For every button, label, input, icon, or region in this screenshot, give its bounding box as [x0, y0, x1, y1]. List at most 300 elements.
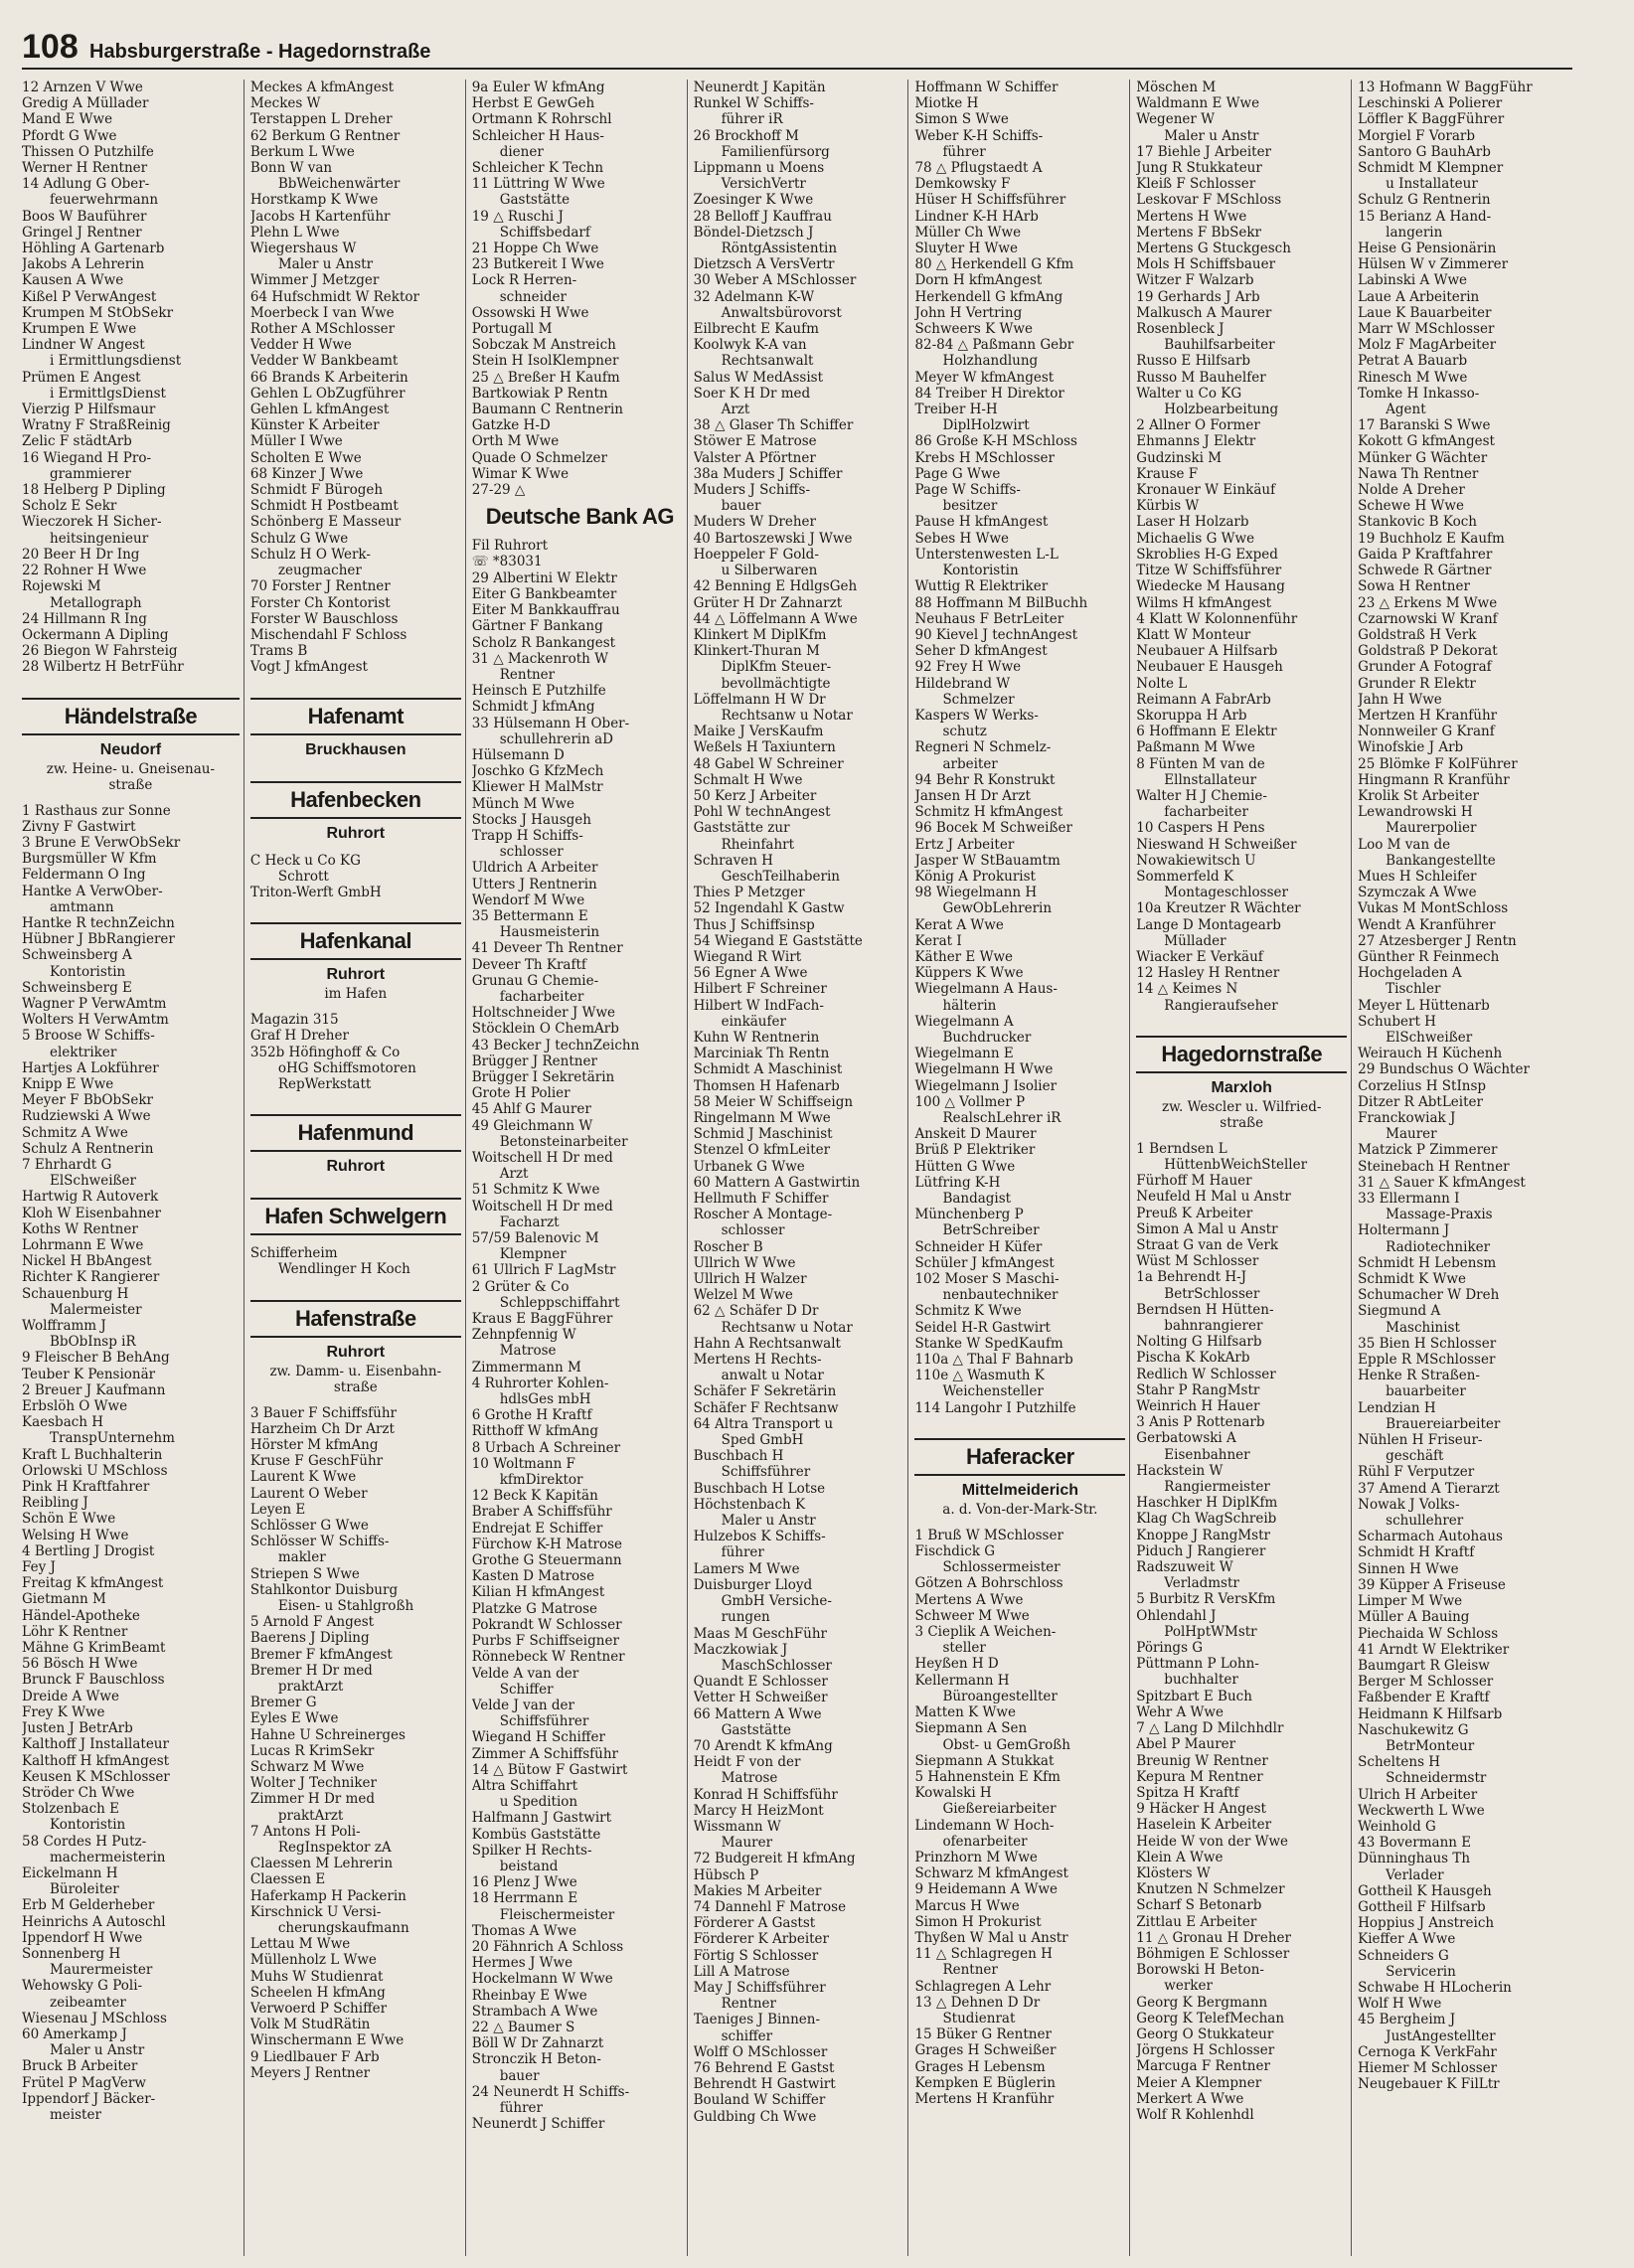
- directory-entry: Schüler J kfmAngest: [914, 1254, 1055, 1271]
- directory-entry: Mues H Schleifer: [1358, 868, 1477, 885]
- directory-entry: 9 Heidemann A Wwe: [914, 1881, 1059, 1898]
- directory-entry-continuation: führer: [499, 2099, 544, 2116]
- directory-entry: Marcus H Wwe: [914, 1897, 1020, 1914]
- directory-entry: Pfordt G Wwe: [22, 127, 117, 144]
- street-heading: Hafen Schwelgern: [250, 1198, 461, 1235]
- directory-entry: Zivny F Gastwirt: [22, 818, 136, 835]
- directory-entry-continuation: JustAngestellter: [1386, 2027, 1496, 2044]
- directory-entry: Uldrich A Arbeiter: [471, 860, 598, 877]
- directory-entry: Walter H J Chemie-: [1136, 787, 1267, 804]
- directory-entry: Bouland W Schiffer: [693, 2092, 826, 2109]
- directory-entry-continuation: schullehrerin aD: [499, 730, 613, 747]
- directory-entry: Wolff O MSchlosser: [693, 2043, 828, 2060]
- directory-entry: Meckes A kfmAngest: [249, 80, 395, 95]
- directory-entry: Schmitz H kfmAngest: [914, 804, 1063, 821]
- directory-entry-continuation: schutz: [942, 724, 987, 740]
- directory-entry: Vierzig P Hilfsmaur: [22, 402, 156, 418]
- directory-entry: Neunerdt J Kapitän: [693, 80, 826, 95]
- directory-entry: Rheinbay E Wwe: [471, 1987, 587, 2004]
- directory-entry-continuation: Verlader: [1386, 1866, 1444, 1883]
- directory-entry: Marciniak Th Rentn: [693, 1046, 830, 1062]
- directory-entry: Sinnen H Wwe: [1358, 1560, 1459, 1577]
- directory-entry: Schneider H Küfer: [914, 1238, 1043, 1255]
- directory-entry: Hantke A VerwOber-: [22, 883, 163, 899]
- directory-entry: 18 Helberg P Dipling: [22, 482, 166, 499]
- directory-entry: Hartjes A Lokführer: [22, 1059, 159, 1076]
- directory-entry: Gredig A Müllader: [22, 95, 149, 112]
- directory-entry: Wiegelmann A Haus-: [914, 981, 1058, 998]
- directory-entry: Kerat I: [914, 932, 962, 949]
- directory-entry: 35 Bien H Schlosser: [1358, 1335, 1497, 1352]
- directory-entry: Schulz A Rentnerin: [22, 1140, 154, 1157]
- directory-entry: 9 Liedlbauer F Arb: [249, 2048, 380, 2065]
- directory-entry-continuation: hdlsGes mbH: [499, 1391, 591, 1408]
- directory-entry: Bremer F kfmAngest: [249, 1646, 393, 1663]
- district-label: Ruhrort: [326, 1343, 386, 1361]
- directory-entry: Wehr A Wwe: [1136, 1703, 1224, 1720]
- directory-entry: Buschbach H Lotse: [693, 1480, 826, 1497]
- directory-entry: Epple R MSchlosser: [1358, 1352, 1496, 1369]
- directory-entry: Lamers M Wwe: [693, 1560, 800, 1577]
- directory-entry: 19 △ Ruschi J: [471, 208, 564, 225]
- directory-entry: Siegmund A: [1358, 1303, 1441, 1320]
- directory-entry: 32 Adelmann K-W: [693, 288, 815, 305]
- directory-entry: Meyer W kfmAngest: [914, 369, 1055, 386]
- directory-entry: Lock R Herren-: [471, 272, 577, 289]
- directory-entry: Stocks J Hausgeh: [471, 811, 591, 828]
- directory-entry: Stankovic B Koch: [1358, 514, 1477, 531]
- directory-entry: 13 Hofmann W BaggFühr: [1358, 80, 1533, 95]
- directory-entry-continuation: heitsingenieur: [50, 530, 149, 547]
- directory-entry-continuation: Schleppschiffahrt: [499, 1294, 620, 1311]
- directory-entry: Fürchow K-H Matrose: [471, 1536, 622, 1552]
- directory-entry: 20 Fähnrich A Schloss: [471, 1938, 624, 1955]
- directory-entry: Morgiel F Vorarb: [1358, 127, 1476, 144]
- directory-entry: Gatzke H-D: [471, 417, 551, 434]
- directory-entry-continuation: Rechtsanw u Notar: [721, 1319, 853, 1336]
- directory-entry: Wehowsky G Poli-: [22, 1978, 143, 1995]
- directory-entry: Matten K Wwe: [914, 1704, 1016, 1721]
- directory-entry: Kraft L Buchhalterin: [22, 1446, 163, 1463]
- directory-entry: Wagner P VerwAmtm: [22, 995, 167, 1012]
- directory-entry-continuation: bauer: [721, 498, 761, 515]
- directory-entry: Mertzen H Kranführ: [1358, 707, 1498, 724]
- directory-entry: 57/59 Balenovic M: [471, 1230, 599, 1247]
- directory-entry: 82-84 △ Paßmann Gebr: [914, 337, 1074, 354]
- directory-entry: Koolwyk K-A van: [693, 337, 807, 354]
- directory-entry: Straat G van de Verk: [1136, 1237, 1279, 1253]
- directory-entry: Preuß K Arbeiter: [1136, 1205, 1253, 1221]
- directory-entry: 6 Hoffmann E Elektr: [1136, 724, 1277, 740]
- directory-entry: Lindner K-H HArb: [914, 208, 1039, 225]
- directory-entry: Fil Ruhrort: [471, 538, 549, 555]
- directory-entry: Ockermann A Dipling: [22, 626, 169, 643]
- directory-entry-continuation: Betonsteinarbeiter: [499, 1133, 628, 1150]
- directory-entry: Wiegelmann E: [914, 1046, 1014, 1062]
- directory-entry: Schwede R Gärtner: [1358, 563, 1492, 579]
- directory-entry: Scharmach Autohaus: [1358, 1529, 1503, 1545]
- directory-entry-continuation: werker: [1164, 1978, 1213, 1995]
- directory-entry: Schmidt J kfmAng: [471, 699, 595, 716]
- directory-entry-continuation: Arzt: [499, 1166, 529, 1183]
- directory-entry: Kalthoff H kfmAngest: [22, 1752, 170, 1769]
- directory-entry: Scholten E Wwe: [249, 449, 362, 466]
- directory-entry: Laurent O Weber: [249, 1485, 368, 1502]
- directory-entry-continuation: DiplHolzwirt: [942, 417, 1030, 434]
- directory-entry: Wolter J Techniker: [249, 1775, 377, 1792]
- directory-entry: Nowak J Volks-: [1358, 1496, 1460, 1513]
- directory-entry: Schmidt H Kraftf: [1358, 1544, 1475, 1561]
- directory-entry: Piechaida W Schloss: [1358, 1625, 1499, 1642]
- directory-entry: Nolte L: [1136, 675, 1188, 692]
- directory-entry: Anskeit D Maurer: [914, 1126, 1037, 1143]
- directory-entry: Schulz H O Werk-: [249, 546, 371, 563]
- directory-entry: 84 Treiber H Direktor: [914, 385, 1064, 402]
- directory-entry: 114 Langohr I Putzhilfe: [914, 1399, 1076, 1416]
- directory-entry: Krause F: [1136, 465, 1199, 482]
- directory-entry: Weinrich H Hauer: [1136, 1398, 1260, 1415]
- directory-entry: Nieswand H Schweißer: [1136, 836, 1297, 853]
- directory-entry: Wolf H Wwe: [1358, 1996, 1442, 2013]
- directory-entry: Wiegelmann H Wwe: [914, 1061, 1054, 1078]
- directory-entry: Rudziewski A Wwe: [22, 1108, 151, 1125]
- directory-entry-continuation: Tischler: [1386, 981, 1441, 998]
- directory-entry: Schmitz A Wwe: [22, 1124, 128, 1141]
- directory-entry-continuation: ofenarbeiter: [942, 1833, 1028, 1850]
- directory-entry-continuation: RegInspektor zA: [277, 1840, 392, 1857]
- directory-entry: 19 Gerhards J Arb: [1136, 288, 1260, 305]
- directory-entry: Gringel J Rentner: [22, 224, 142, 241]
- directory-entry: Günther R Feinmech: [1358, 948, 1500, 965]
- directory-entry: 16 Wiegand H Pro-: [22, 449, 152, 466]
- directory-entry-continuation: Schiffsführer: [721, 1464, 811, 1481]
- directory-entry: 3 Bauer F Schiffsführ: [249, 1404, 397, 1421]
- directory-entry: Plehn L Wwe: [249, 224, 340, 241]
- street-section: [914, 1438, 1125, 1518]
- directory-entry: 66 Mattern A Wwe: [693, 1705, 822, 1722]
- directory-entry-continuation: Büroleiter: [50, 1881, 119, 1898]
- directory-entry: Mertens H Rechts-: [693, 1352, 822, 1369]
- directory-entry: Hübsch P: [693, 1866, 759, 1883]
- directory-entry: Kaesbach H: [22, 1414, 104, 1431]
- directory-entry: Hüser H Schiffsführer: [914, 192, 1066, 209]
- directory-entry-continuation: HüttenbWeichSteller: [1164, 1156, 1308, 1173]
- directory-entry: Weinhold G: [1358, 1818, 1436, 1835]
- directory-entry: 31 △ Mackenroth W: [471, 650, 609, 667]
- directory-entry: Wissmann W: [693, 1818, 781, 1835]
- directory-entry: Hilbert F Schreiner: [693, 981, 827, 998]
- directory-entry-continuation: Anwaltsbürovorst: [721, 304, 842, 321]
- directory-entry-continuation: Brauereiarbeiter: [1386, 1415, 1501, 1432]
- directory-entry: Skoruppa H Arb: [1136, 707, 1247, 724]
- directory-entry: Runkel W Schiffs-: [693, 95, 814, 112]
- directory-entry: Woitschell H Dr med: [471, 1150, 613, 1166]
- directory-entry: 56 Bösch H Wwe: [22, 1656, 138, 1673]
- directory-entry: Wiacker E Verkäuf: [1136, 948, 1263, 965]
- directory-entry: Michaelis G Wwe: [1136, 530, 1255, 547]
- directory-entry-continuation: facharbeiter: [1164, 804, 1248, 821]
- directory-entry: 28 Wilbertz H BetrFühr: [22, 659, 184, 676]
- directory-entry: Wimar K Wwe: [471, 465, 570, 482]
- directory-entry: Gaststätte zur: [693, 820, 790, 837]
- directory-entry-continuation: Schneidermstr: [1386, 1770, 1487, 1787]
- directory-entry-continuation: praktArzt: [277, 1679, 344, 1695]
- directory-entry: Ertz J Arbeiter: [914, 836, 1015, 853]
- directory-entry: Neufeld H Mal u Anstr: [1136, 1189, 1291, 1206]
- street-heading: Hagedornstraße: [1136, 1036, 1347, 1073]
- directory-entry-continuation: BetrMonteur: [1386, 1737, 1475, 1754]
- directory-entry: Tomke H Inkasso-: [1358, 385, 1480, 402]
- directory-entry: 1 Rasthaus zur Sonne: [22, 802, 171, 819]
- directory-entry: 40 Bartoszewski J Wwe: [693, 530, 853, 547]
- directory-entry: Makies M Arbeiter: [693, 1882, 822, 1899]
- directory-entry: Schauenburg H: [22, 1285, 129, 1302]
- directory-entry: Horstkamp K Wwe: [249, 192, 379, 209]
- directory-entry: 7 Antons H Poli-: [249, 1823, 361, 1840]
- directory-entry: König A Prokurist: [914, 868, 1036, 885]
- directory-entry: Kilian H kfmAngest: [471, 1584, 605, 1601]
- directory-entry: Muders J Schiffs-: [693, 482, 811, 499]
- directory-entry: Wendorf M Wwe: [471, 891, 585, 908]
- directory-entry: Ossowski H Wwe: [471, 304, 589, 321]
- directory-entry-continuation: Matrose: [721, 1770, 778, 1787]
- directory-entry: 8 Urbach A Schreiner: [471, 1439, 621, 1456]
- directory-entry: Moerbeck I van Wwe: [249, 304, 395, 321]
- directory-entry: Forster W Bauschloss: [249, 610, 399, 627]
- directory-entry-continuation: Studienrat: [942, 2010, 1016, 2026]
- directory-entry: 72 Budgereit H kfmAng: [693, 1851, 856, 1867]
- directory-entry: Grüter H Dr Zahnarzt: [693, 594, 843, 611]
- directory-entry: Kasten D Matrose: [471, 1568, 595, 1585]
- directory-entry-continuation: BetrSchlosser: [1164, 1285, 1260, 1302]
- directory-entry: 4 Bertling J Drogist: [22, 1542, 155, 1559]
- directory-entry-continuation: Eisen- u Stahlgroßh: [277, 1597, 414, 1614]
- directory-entry: 92 Frey H Wwe: [914, 659, 1022, 676]
- directory-entry: Hahn A Rechtsanwalt: [693, 1335, 841, 1352]
- directory-entry: 1a Behrendt H-J: [1136, 1269, 1247, 1286]
- directory-entry: Georg K Bergmann: [1136, 1994, 1268, 2011]
- directory-entry-continuation: schlosser: [721, 1222, 785, 1239]
- directory-entry: Miotke H: [914, 95, 979, 112]
- directory-entry: 25 Blömke F KolFührer: [1358, 755, 1518, 772]
- directory-entry: Henke R Straßen-: [1358, 1368, 1480, 1384]
- directory-entry-continuation: cherungskaufmann: [277, 1920, 409, 1937]
- page-number: 108: [22, 28, 79, 66]
- directory-entry: Teuber K Pensionär: [22, 1366, 156, 1382]
- directory-entry: 7 Ehrhardt G: [22, 1156, 112, 1173]
- directory-entry: Sommerfeld K: [1136, 868, 1234, 885]
- directory-entry-continuation: Weichensteller: [942, 1383, 1044, 1400]
- directory-entry: Freitag K kfmAngest: [22, 1575, 164, 1592]
- directory-entry: Welzel M Wwe: [693, 1287, 793, 1304]
- directory-entry: Schwarz M kfmAngest: [914, 1865, 1068, 1882]
- directory-entry: Deveer Th Kraftf: [471, 956, 586, 973]
- directory-entry: Schmalt H Wwe: [693, 771, 803, 788]
- directory-entry-continuation: GewObLehrerin: [942, 900, 1053, 917]
- directory-entry: Schweers K Wwe: [914, 321, 1033, 338]
- directory-entry: Brügger I Sekretärin: [471, 1068, 615, 1085]
- directory-entry: Baerens J Dipling: [249, 1630, 370, 1647]
- directory-entry: 41 Deveer Th Rentner: [471, 940, 623, 957]
- directory-entry: Simon A Mal u Anstr: [1136, 1220, 1278, 1237]
- directory-entry: Schwabe H HLocherin: [1358, 1979, 1512, 1996]
- directory-entry: Neunerdt J Schiffer: [471, 2116, 605, 2133]
- directory-entry: Böhmigen E Schlosser: [1136, 1945, 1290, 1962]
- directory-entry: Skroblies H-G Exped: [1136, 546, 1278, 563]
- directory-entry: Schulz G Wwe: [249, 530, 349, 547]
- directory-entry: Piduch J Rangierer: [1136, 1542, 1266, 1559]
- directory-entry: 25 △ Breßer H Kaufm: [471, 369, 620, 386]
- street-heading: Hafenstraße: [250, 1300, 461, 1338]
- directory-entry-continuation: steller: [942, 1640, 986, 1657]
- directory-entry: Siepmann A Sen: [914, 1720, 1028, 1737]
- directory-entry-continuation: schullehrer: [1386, 1513, 1464, 1530]
- directory-entry: Wiedecke M Hausang: [1136, 578, 1285, 595]
- directory-entry: Förtig S Schlosser: [693, 1947, 819, 1964]
- directory-entry: Mertens A Wwe: [914, 1591, 1024, 1608]
- directory-entry: Heinsch E Putzhilfe: [471, 683, 606, 700]
- directory-entry: Neuhaus F BetrLeiter: [914, 610, 1064, 627]
- directory-entry: Eiter M Bankkauffrau: [471, 602, 620, 619]
- directory-entry: Terstappen L Dreher: [249, 111, 393, 128]
- directory-entry-continuation: Schiffsführer: [499, 1713, 589, 1730]
- directory-entry: Jacobs H Kartenführ: [249, 208, 391, 225]
- directory-entry: Velde A van der: [471, 1665, 579, 1682]
- directory-entry: 23 Butkereit I Wwe: [471, 256, 604, 273]
- directory-entry: Page G Wwe: [914, 465, 1001, 482]
- directory-entry: Schumacher W Dreh: [1358, 1287, 1500, 1304]
- directory-entry-continuation: Gaststätte: [721, 1721, 792, 1738]
- directory-entry: Lindner W Angest: [22, 337, 145, 354]
- directory-entry-continuation: BbWeichenwärter: [277, 176, 401, 193]
- directory-entry: Salus W MedAssist: [693, 369, 824, 386]
- directory-entry: Wolfframm J: [22, 1318, 106, 1335]
- directory-entry-continuation: Schrott: [277, 868, 329, 885]
- directory-entry-continuation: Rechtsanwalt: [721, 353, 814, 370]
- directory-entry: Müller Ch Wwe: [914, 224, 1022, 241]
- directory-entry: Vetter H Schweißer: [693, 1690, 828, 1706]
- directory-entry: 44 △ Löffelmann A Wwe: [693, 610, 858, 627]
- directory-entry-continuation: Schlossermeister: [942, 1559, 1061, 1576]
- directory-entry: 60 Mattern A Gastwirtin: [693, 1174, 861, 1191]
- directory-entry: Fey J: [22, 1559, 56, 1576]
- directory-entry: Pohl W technAngest: [693, 804, 831, 821]
- directory-entry: Treiber H-H: [914, 402, 998, 418]
- directory-entry-continuation: führer: [942, 143, 986, 160]
- directory-entry: Claessen E: [249, 1871, 326, 1888]
- directory-entry: 37 Amend A Tierarzt: [1358, 1480, 1500, 1497]
- directory-column: [244, 80, 465, 2256]
- street-section: [1136, 1036, 1347, 1131]
- directory-entry: 12 Beck K Kapitän: [471, 1488, 598, 1505]
- directory-entry-continuation: elektriker: [50, 1044, 117, 1060]
- directory-entry: 41 Arndt W Elektriker: [1358, 1641, 1510, 1658]
- directory-entry: Heidmann K Hilfsarb: [1358, 1705, 1503, 1722]
- directory-entry: 14 Adlung G Ober-: [22, 176, 150, 193]
- directory-entry: Mischendahl F Schloss: [249, 626, 408, 643]
- directory-entry: Schäfer F Sekretärin: [693, 1383, 837, 1400]
- directory-entry: 96 Bocek M Schweißer: [914, 820, 1072, 837]
- directory-entry: Wiesenau J MSchloss: [22, 2010, 167, 2026]
- directory-entry-continuation: diener: [499, 143, 544, 160]
- directory-entry-continuation: langerin: [1386, 224, 1443, 241]
- directory-entry: Burgsmüller W Kfm: [22, 851, 157, 868]
- street-section: [250, 698, 461, 759]
- directory-entry: Quandt E Schlosser: [693, 1674, 828, 1691]
- directory-entry: Malkusch A Maurer: [1136, 304, 1272, 321]
- directory-entry: Wolf R Kohlenhdl: [1136, 2106, 1254, 2123]
- directory-entry-continuation: Maurer: [721, 1835, 773, 1852]
- directory-entry: Münch M Wwe: [471, 795, 575, 812]
- directory-entry: 11 Lüttring W Wwe: [471, 176, 605, 193]
- directory-entry: Dünninghaus Th: [1358, 1851, 1471, 1867]
- directory-entry: Lewandrowski H: [1358, 804, 1473, 821]
- directory-entry: Fischdick G: [914, 1543, 996, 1560]
- directory-entry: Zoesinger K Wwe: [693, 192, 814, 209]
- directory-entry: Prümen E Angest: [22, 369, 141, 386]
- directory-entry: 5 Hahnenstein E Kfm: [914, 1768, 1061, 1785]
- directory-entry: Franckowiak J: [1358, 1110, 1456, 1126]
- directory-entry: Georg O Stukkateur: [1136, 2025, 1274, 2042]
- street-heading: Hafenbecken: [250, 781, 461, 819]
- directory-entry-continuation: Büroangestellter: [942, 1688, 1058, 1704]
- street-section: [250, 922, 461, 1002]
- directory-entry: 17 Biehle J Arbeiter: [1136, 143, 1272, 160]
- directory-entry: 24 Hillmann R Ing: [22, 610, 147, 627]
- directory-entry: 29 Bundschus O Wächter: [1358, 1061, 1530, 1078]
- directory-entry: 80 △ Herkendell G Kfm: [914, 256, 1074, 273]
- directory-entry: Berkum L Wwe: [249, 143, 355, 160]
- directory-entry: 14 △ Keimes N: [1136, 981, 1238, 998]
- directory-entry: 66 Brands K Arbeiterin: [249, 369, 408, 386]
- directory-entry-continuation: Familienfürsorg: [721, 143, 830, 160]
- directory-entry: Hoppius J Anstreich: [1358, 1915, 1495, 1932]
- directory-entry-continuation: Maler u Anstr: [50, 2042, 145, 2059]
- directory-entry: Heinrichs A Autoschl: [22, 1913, 166, 1930]
- directory-entry: 3 Anis P Rottenarb: [1136, 1414, 1265, 1431]
- directory-entry: 26 Biegon W Fahrsteig: [22, 643, 178, 660]
- directory-entry-continuation: arbeiter: [942, 755, 998, 772]
- directory-entry: Käther E Wwe: [914, 948, 1013, 965]
- directory-entry-continuation: Maler u Anstr: [1164, 127, 1259, 144]
- directory-entry: Neugebauer K FilLtr: [1358, 2076, 1500, 2093]
- directory-entry: 98 Wiegelmann H: [914, 885, 1038, 901]
- directory-entry: Hockelmann W Wwe: [471, 1971, 613, 1988]
- directory-entry: Jörgens H Schlosser: [1136, 2042, 1275, 2059]
- directory-entry: 1 Bruß W MSchlosser: [914, 1527, 1063, 1543]
- directory-entry: Leskovar F MSchloss: [1136, 192, 1282, 209]
- directory-column: [22, 80, 244, 2256]
- directory-entry-continuation: Schiffer: [499, 1681, 554, 1698]
- directory-entry: Steinebach H Rentner: [1358, 1158, 1510, 1175]
- directory-entry: Hoeppeler F Gold-: [693, 546, 819, 563]
- directory-entry: Knipp E Wwe: [22, 1075, 114, 1092]
- directory-entry-continuation: schlosser: [499, 844, 564, 861]
- directory-entry: Münchenberg P: [914, 1207, 1024, 1223]
- directory-entry: Schneiders G: [1358, 1947, 1449, 1964]
- directory-entry: 23 △ Erkens M Wwe: [1358, 594, 1498, 611]
- directory-entry: Meyer F BbObSekr: [22, 1092, 153, 1109]
- directory-entry: Möschen M: [1136, 80, 1217, 95]
- directory-entry: Schulz G Rentnerin: [1358, 192, 1491, 209]
- directory-entry-continuation: Montageschlosser: [1164, 885, 1288, 901]
- directory-entry-continuation: Rentner: [721, 1996, 776, 2013]
- directory-entry-continuation: zeibeamter: [50, 1994, 126, 2011]
- directory-entry-continuation: Agent: [1386, 402, 1426, 418]
- directory-entry: Mertens H Kranführ: [914, 2090, 1055, 2107]
- directory-entry: Nonnweiler G Kranf: [1358, 724, 1495, 740]
- directory-entry: Stronczik H Beton-: [471, 2051, 601, 2068]
